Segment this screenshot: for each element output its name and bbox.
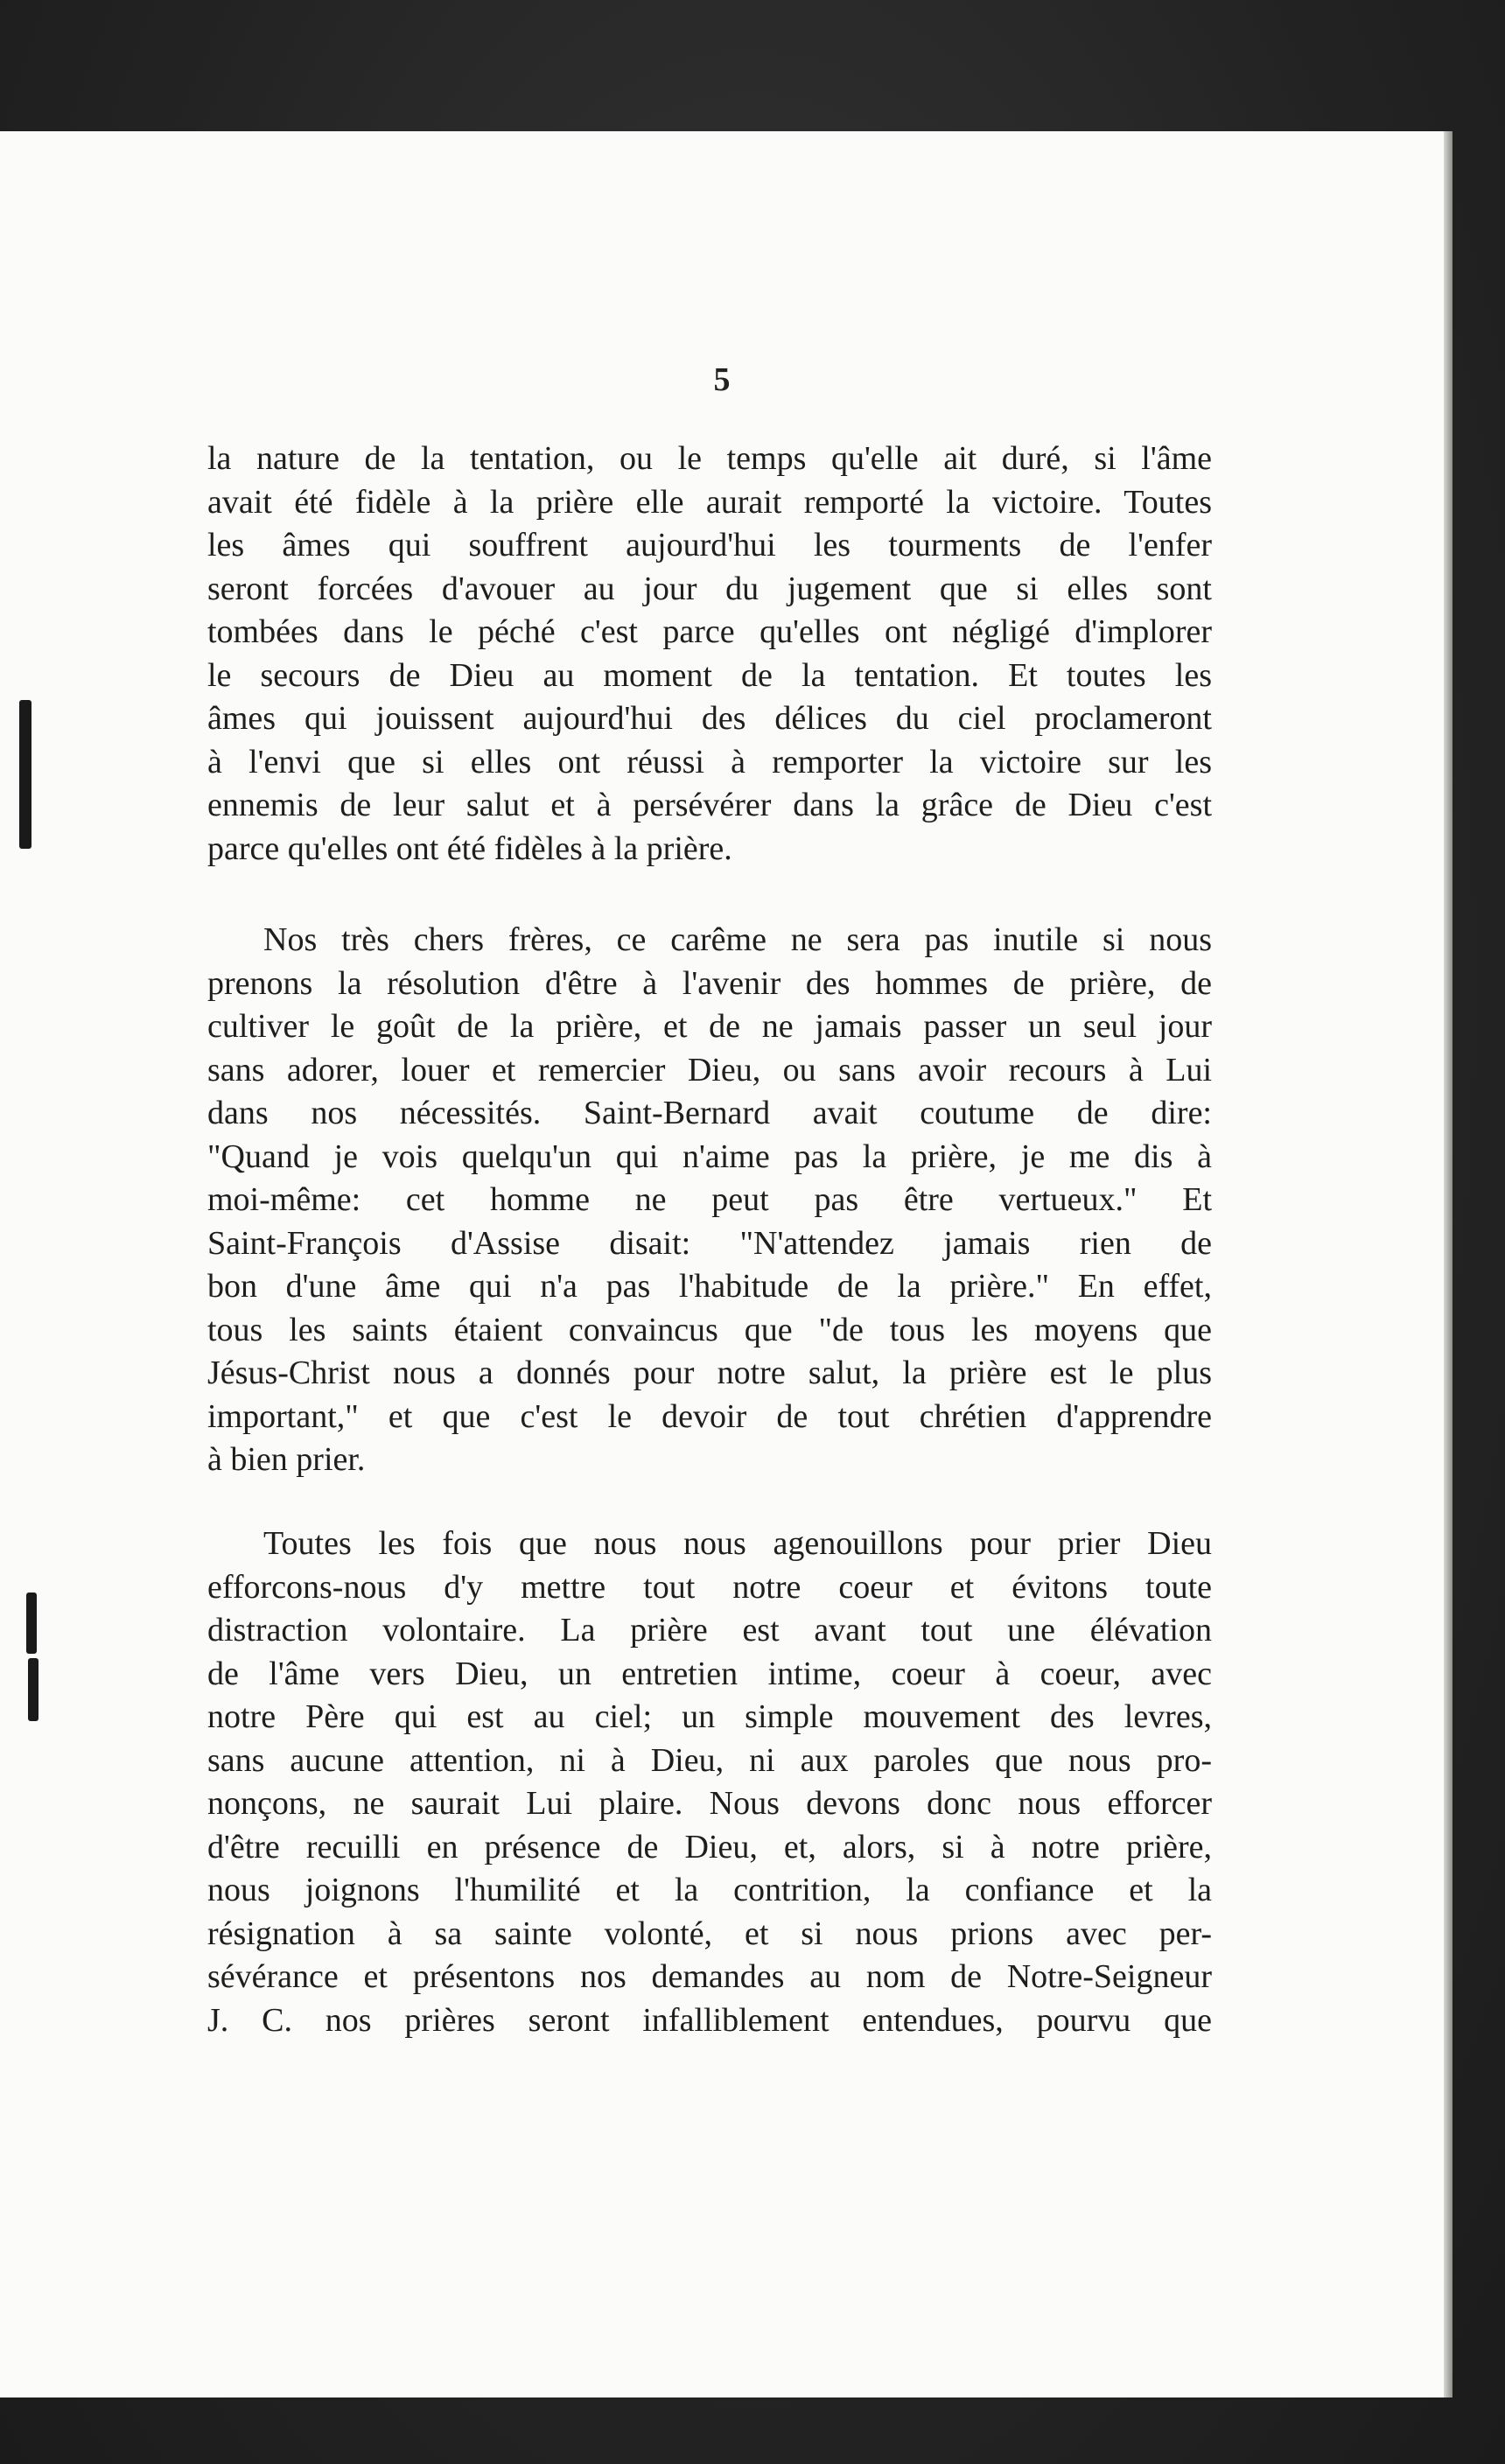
- page-number: [0, 360, 1444, 399]
- text-line: Nos très chers frères, ce carême ne sera pas inutile si nous: [263, 921, 1212, 958]
- text-line: les âmes qui souffrent aujourd'hui les tourments de l'enfer: [207, 527, 1212, 564]
- binding-mark-lower-2: [28, 1658, 38, 1721]
- text-line: à l'envi que si elles ont réussi à remporter la victoire sur les: [207, 743, 1212, 780]
- text-line: seront forcées d'avouer au jour du jugement que si elles sont: [207, 570, 1212, 607]
- binding-mark-upper: [19, 700, 32, 849]
- text-line: sans aucune attention, ni à Dieu, ni aux paroles que nous pro-: [207, 1741, 1212, 1779]
- text-line: avait été fidèle à la prière elle aurait remporté la victoire. Toutes: [207, 483, 1212, 521]
- text-line: âmes qui jouissent aujourd'hui des délices du ciel proclameront: [207, 700, 1212, 737]
- text-line: de l'âme vers Dieu, un entretien intime, coeur à coeur, avec: [207, 1655, 1212, 1692]
- text-line: important," et que c'est le devoir de tout chrétien d'apprendre: [207, 1397, 1212, 1435]
- paragraph-2: [207, 919, 1212, 1482]
- text-line: bon d'une âme qui n'a pas l'habitude de la prière." En effet,: [207, 1268, 1212, 1305]
- page-edge: [1444, 131, 1452, 2398]
- text-line: nonçons, ne saurait Lui plaire. Nous devons donc nous efforcer: [207, 1785, 1212, 1822]
- paragraph-3: [207, 1522, 1212, 2042]
- text-line: moi-même: cet homme ne peut pas être vertueux." Et: [207, 1181, 1212, 1218]
- paragraph-1: [207, 438, 1212, 871]
- text-line: "Quand je vois quelqu'un qui n'aime pas la prière, je me dis à: [207, 1138, 1212, 1175]
- text-line: cultiver le goût de la prière, et de ne jamais passer un seul jour: [207, 1008, 1212, 1045]
- text-line: nous joignons l'humilité et la contrition, la confiance et la: [207, 1872, 1212, 1908]
- text-line: le secours de Dieu au moment de la tentation. Et toutes les: [207, 656, 1212, 694]
- text-line: sans adorer, louer et remercier Dieu, ou sans avoir recours à Lui: [207, 1051, 1212, 1088]
- text-line: prenons la résolution d'être à l'avenir des hommes de prière, de: [207, 964, 1212, 1002]
- text-line: J. C. nos prières seront infalliblement entendues, pourvu que: [207, 2001, 1212, 2039]
- text-line: efforcons-nous d'y mettre tout notre coeur et évitons toute: [207, 1568, 1212, 1606]
- text-line: d'être recuilli en présence de Dieu, et, alors, si à notre prière,: [207, 1828, 1212, 1866]
- text-line: notre Père qui est au ciel; un simple mouvement des levres,: [207, 1698, 1212, 1735]
- text-line: tombées dans le péché c'est parce qu'elles ont négligé d'implorer: [207, 613, 1212, 650]
- page-number-text: 5: [713, 361, 731, 398]
- text-line: ennemis de leur salut et à persévérer dans la grâce de Dieu c'est: [207, 787, 1212, 823]
- binding-mark-lower-1: [26, 1592, 37, 1654]
- text-line: Saint-François d'Assise disait: "N'attendez jamais rien de: [207, 1224, 1212, 1262]
- text-line: dans nos nécessités. Saint-Bernard avait coutume de dire:: [207, 1095, 1212, 1131]
- text-line: Toutes les fois que nous nous agenouillons pour prier Dieu: [263, 1525, 1212, 1562]
- text-line: distraction volontaire. La prière est avant tout une élévation: [207, 1612, 1212, 1648]
- text-line: tous les saints étaient convaincus que "de tous les moyens que: [207, 1311, 1212, 1348]
- text-line: la nature de la tentation, ou le temps qu'elle ait duré, si l'âme: [207, 440, 1212, 477]
- text-line: à bien prier.: [207, 1441, 366, 1478]
- text-line: résignation à sa sainte volonté, et si nous prions avec per-: [207, 1914, 1212, 1952]
- text-line: Jésus-Christ nous a donnés pour notre salut, la prière est le plus: [207, 1354, 1212, 1391]
- text-line: parce qu'elles ont été fidèles à la prière.: [207, 830, 732, 867]
- text-line: sévérance et présentons nos demandes au nom de Notre-Seigneur: [207, 1958, 1212, 1995]
